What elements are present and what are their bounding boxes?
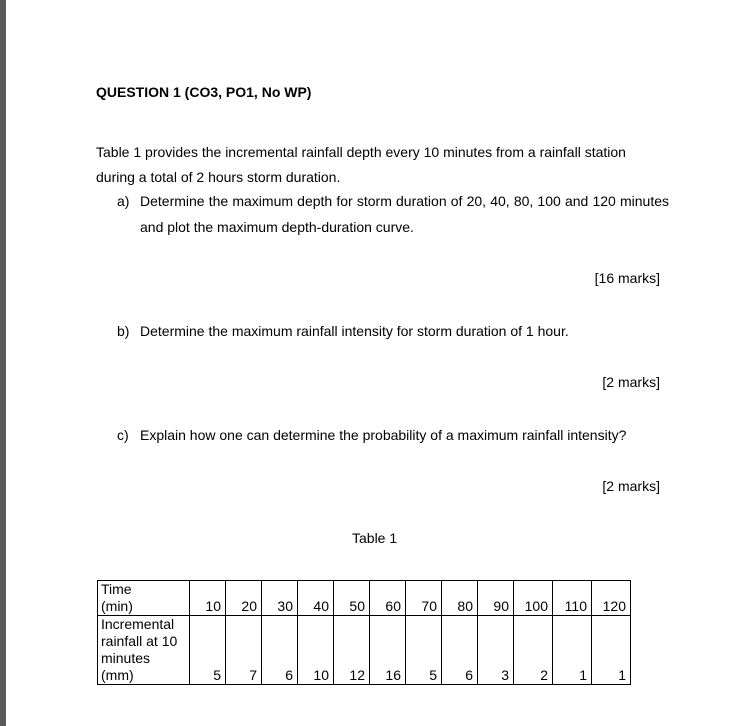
- rainfall-cell: 1: [592, 616, 631, 685]
- time-cell: 120: [592, 581, 631, 616]
- part-c-marks: [2 marks]: [602, 478, 660, 494]
- table-row-time: [98, 581, 631, 616]
- time-header-cell: [98, 581, 190, 616]
- rainfall-cell: 6: [262, 616, 298, 685]
- time-header-line: Time: [101, 581, 132, 597]
- table-row-rainfall: [98, 616, 631, 685]
- rainfall-cell: 2: [514, 616, 553, 685]
- rainfall-header-cell: [98, 616, 190, 685]
- rainfall-cell: 6: [442, 616, 478, 685]
- question-intro: Table 1 provides the incremental rainfall depth every 10 minutes from a rainfall station during a total of 2 hours storm duration.: [96, 144, 626, 185]
- rainfall-cell: 3: [478, 616, 514, 685]
- rainfall-cell: 5: [406, 616, 442, 685]
- question-heading: QUESTION 1 (CO3, PO1, No WP): [96, 84, 312, 100]
- time-header-line: (min): [101, 598, 133, 614]
- rainfall-cell: 7: [226, 616, 262, 685]
- rainfall-header-line: (mm): [101, 667, 134, 683]
- rainfall-header-line: rainfall at 10: [101, 633, 178, 649]
- time-cell: 40: [298, 581, 334, 616]
- time-cell: 80: [442, 581, 478, 616]
- time-cell: 50: [334, 581, 370, 616]
- rainfall-cell: 10: [298, 616, 334, 685]
- time-cell: 100: [514, 581, 553, 616]
- part-a-label: a): [117, 193, 130, 209]
- part-b-text: Determine the maximum rainfall intensity for storm duration of 1 hour.: [140, 323, 569, 339]
- rainfall-cell: 5: [190, 616, 226, 685]
- rainfall-cell: 12: [334, 616, 370, 685]
- time-cell: 30: [262, 581, 298, 616]
- time-cell: 10: [190, 581, 226, 616]
- table-caption: Table 1: [352, 530, 398, 546]
- part-c-text: Explain how one can determine the probability of a maximum rainfall intensity?: [140, 427, 627, 443]
- rainfall-table: [97, 580, 631, 685]
- time-cell: 70: [406, 581, 442, 616]
- part-b-marks: [2 marks]: [602, 374, 660, 390]
- rainfall-header-line: minutes: [101, 650, 151, 666]
- part-b-label: b): [117, 323, 130, 339]
- time-cell: 60: [370, 581, 406, 616]
- rainfall-cell: 1: [553, 616, 592, 685]
- time-cell: 90: [478, 581, 514, 616]
- part-c-label: c): [117, 427, 129, 443]
- rainfall-header-line: Incremental: [101, 616, 175, 632]
- rainfall-cell: 16: [370, 616, 406, 685]
- part-a-text: Determine the maximum depth for storm duration of 20, 40, 80, 100 and 120 minutes and plot the maximum depth-duration curve.: [140, 193, 669, 235]
- document-page: [6, 0, 747, 726]
- part-a-marks: [16 marks]: [594, 270, 660, 286]
- time-cell: 20: [226, 581, 262, 616]
- time-cell: 110: [553, 581, 592, 616]
